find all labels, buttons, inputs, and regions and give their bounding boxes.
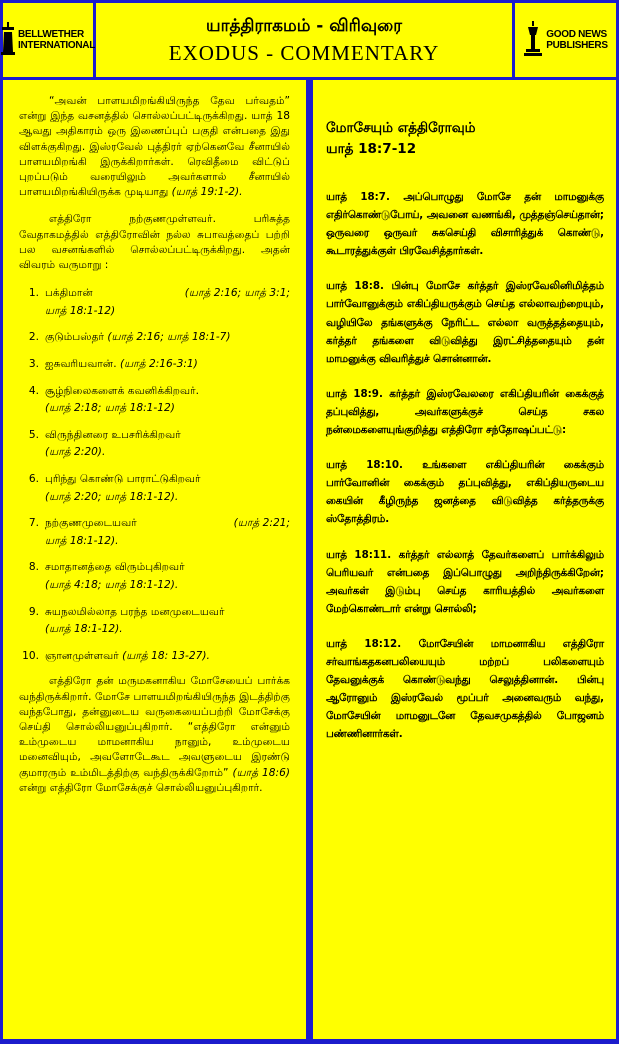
good-news-logo-line1: GOOD NEWS xyxy=(546,29,607,40)
list-item-text: சூழ்நிலைகளைக் கவனிக்கிறவர். xyxy=(45,384,200,397)
list-item-ref: (யாத் 2:16; யாத் 18:1-7) xyxy=(107,331,231,344)
list-item xyxy=(19,559,290,594)
left-paragraph-3-ref: (யாத் 18:6) xyxy=(232,766,290,779)
right-column xyxy=(313,80,616,1039)
left-paragraph-1 xyxy=(19,94,290,200)
section-title-line1: மோசேயும் எத்திரோவும் xyxy=(326,120,476,136)
list-item-number: 8. xyxy=(28,561,39,574)
lamp-icon xyxy=(523,21,543,59)
list-item-number: 9. xyxy=(28,605,39,618)
list-item-number: 10. xyxy=(22,649,39,662)
section-title xyxy=(326,118,604,160)
list-item xyxy=(19,471,290,506)
verse-paragraph: யாத் 18:8. பின்பு மோசே கர்த்தர் இஸ்ரவேலினிமித்தம் பார்வோனுக்கும் எகிப்தியருக்கும் செய்த எல்லாவற்றையும், வழியிலே தங்களுக்கு நேரிட்ட எல்லா வருத்தத்தையும், கர்த்தர் தங்களை விடுவித்து இரட்சித்ததையும் தன் மாமனுக்கு விவரித்துச் சொன்னான். xyxy=(326,280,604,365)
left-paragraph-3-text: எத்திரோ தன் மருமகனாகிய மோசேயைப் பார்க்க வந்திருக்கிறார். மோசே பாளயமிறங்கியிருந்த இடத்திற்கு வந்தபோது, தன்னுடைய வருகையைப்பற்றி மோசேக்கு செய்தி சொல்லியனுப்புகிறார். “எத்திரோ என்னும் உம்முடைய மாமனாகிய நானும், உம்முடைய மனைவியும், அவளோடேகூட அவளுடைய இரண்டு குமாரரும் உம்மிடத்திற்கு வந்திருக்கிறோம்” xyxy=(19,675,290,779)
list-item xyxy=(19,427,290,462)
verse-paragraph: யாத் 18:9. கர்த்தர் இஸ்ரவேலரை எகிப்தியரின் கைக்குத் தப்புவித்து, அவர்களுக்குச் செய்த சகல நன்மைகளையுங்குறித்து எத்திரோ சந்தோஷப்பட்டு: xyxy=(326,387,604,437)
bell-icon xyxy=(1,22,15,58)
list-item-number: 7. xyxy=(28,517,39,530)
list-item-text: ஐசுவரியவான். xyxy=(45,358,117,371)
list-item-ref: (யாத் 2:16; யாத் 3:1; xyxy=(184,287,290,300)
list-item-text: சுயநலமில்லாத பரந்த மனமுடையவர் xyxy=(45,605,225,618)
list-item-number: 5. xyxy=(28,428,39,441)
list-item xyxy=(19,329,290,347)
list-item xyxy=(19,356,290,374)
list-item-number: 2. xyxy=(28,331,39,344)
list-item-ref-cont: (யாத் 18:1-12). xyxy=(45,623,123,636)
bellwether-logo-line2: INTERNATIONAL xyxy=(17,40,96,51)
list-item-ref-cont: (யாத் 2:20). xyxy=(45,446,106,459)
list-item-number: 3. xyxy=(28,358,39,371)
list-item xyxy=(19,515,290,550)
good-news-logo xyxy=(515,3,616,77)
list-item-number: 4. xyxy=(28,384,39,397)
list-item-ref-cont: (யாத் 4:18; யாத் 18:1-12). xyxy=(45,578,179,591)
left-column xyxy=(3,80,306,1039)
list-item-ref: (யாத் 2:21; xyxy=(233,517,290,530)
list-item-number: 6. xyxy=(28,472,39,485)
title-tamil: யாத்திராகமம் - விரிவுரை xyxy=(206,16,402,36)
left-paragraph-3 xyxy=(19,674,290,796)
list-item xyxy=(19,383,290,418)
verse-paragraph: யாத் 18:7. அப்பொழுது மோசே தன் மாமனுக்கு எதிர்கொண்டுபோய், அவனை வணங்கி, முத்தஞ்செய்தான்; ஒருவரை ஒருவர் சுகசெய்தி விசாரித்துக் கொண்டு, கூடாரத்துக்குள் பிரவேசித்தார்கள். xyxy=(326,191,604,258)
list-item-ref-cont: (யாத் 2:20; யாத் 18:1-12). xyxy=(45,490,179,503)
list-item xyxy=(19,604,290,639)
left-paragraph-3-tail: என்று எத்திரோ மோசேக்குச் சொல்லியனுப்புகிறார். xyxy=(19,781,263,794)
list-item-ref: (யாத் 18: 13-27). xyxy=(122,649,210,662)
list-item-text: விருந்தினரை உபசரிக்கிறவர் xyxy=(45,428,181,441)
left-paragraph-1-ref: (யாத் 19:1-2). xyxy=(171,186,243,199)
left-paragraph-1-text: “அவன் பாளயமிறங்கியிருந்த தேவ பர்வதம்” என்று இந்த வசனத்தில் சொல்லப்பட்டிருக்கிறது. யாத் 18 ஆவது அதிகாரம் ஒரு இணைப்புப் பகுதி என்பதை இது விளக்குகிறது. இஸ்ரவேல் புத்திரர் ஏற்கெனவே சீனாயில் பாளயமிறங்கி இருக்கிறார்கள். ரெவிதீமை விட்டுப் புறப்படும் வரையிலும் அவர்களால் சீனாயில் பாளயமிறங்கியிருக்க முடியாது xyxy=(19,95,290,199)
list-item-text: புரிந்து கொண்டு பாராட்டுகிறவர் xyxy=(45,472,201,485)
list-item-text: ஞானமுள்ளவர் xyxy=(45,649,119,662)
bellwether-logo-line1: BELLWETHER xyxy=(17,29,84,40)
list-item-number: 1. xyxy=(28,287,39,300)
list-item-text: சமாதானத்தை விரும்புகிறவர் xyxy=(45,561,185,574)
header xyxy=(3,3,616,77)
list-item-ref-cont: யாத் 18:1-12). xyxy=(45,534,119,547)
list-item xyxy=(19,648,290,666)
verse-paragraph: யாத் 18:10. உங்களை எகிப்தியரின் கைக்கும் பார்வோனின் கைக்கும் தப்புவித்து, எகிப்தியருடைய கையின் கீழிருந்த ஜனத்தை விடுவித்த கர்த்தருக்கு ஸ்தோத்திரம். xyxy=(326,459,604,526)
qualities-list xyxy=(19,285,290,665)
left-paragraph-2: எத்திரோ நற்குணமுள்ளவர். பரிசுத்த வேதாகமத்தில் எத்திரோவின் நல்ல சுபாவத்தைப் பற்றி பல வசனங்களில் சொல்லப்பட்டிருக்கிறது. அதன் விவரம் வருமாறு : xyxy=(19,213,290,272)
list-item-text: பக்திமான் xyxy=(45,287,93,300)
list-item-ref-cont: யாத் 18:1-12) xyxy=(45,304,116,317)
list-item-text: குடும்பஸ்தர் xyxy=(45,331,105,344)
list-item-ref: (யாத் 2:16-3:1) xyxy=(119,358,198,371)
list-item xyxy=(19,285,290,320)
verse-paragraph: யாத் 18:12. மோசேயின் மாமனாகிய எத்திரோ சர்வாங்கதகனபலியையும் மற்றப் பலிகளையும் தேவனுக்குக் கொண்டுவந்து செலுத்தினான். பின்பு ஆரோனும் இஸ்ரவேல் மூப்பர் அனைவரும் வந்து, மோசேயின் மாமனுடனே தேவசமுகத்தில் போஜனம் பண்ணினார்கள். xyxy=(326,637,604,741)
section-title-line2: யாத் 18:7-12 xyxy=(326,141,417,157)
verse-paragraph: யாத் 18:11. கர்த்தர் எல்லாத் தேவர்களைப் பார்க்கிலும் பெரியவர் என்பதை இப்பொழுது அறிந்திருக்கிறேன்; அவர்கள் இடும்பு செய்த காரியத்தில் அவர்களை மேற்கொண்டார் என்று சொல்லி; xyxy=(326,548,604,615)
good-news-logo-line2: PUBLISHERS xyxy=(546,40,608,51)
page-title xyxy=(96,3,512,77)
list-item-text: நற்குணமுடையவர் xyxy=(45,517,137,530)
title-english: EXODUS - COMMENTARY xyxy=(168,41,440,65)
bellwether-logo xyxy=(3,3,96,77)
list-item-ref-cont: (யாத் 2:18; யாத் 18:1-12) xyxy=(45,402,175,415)
